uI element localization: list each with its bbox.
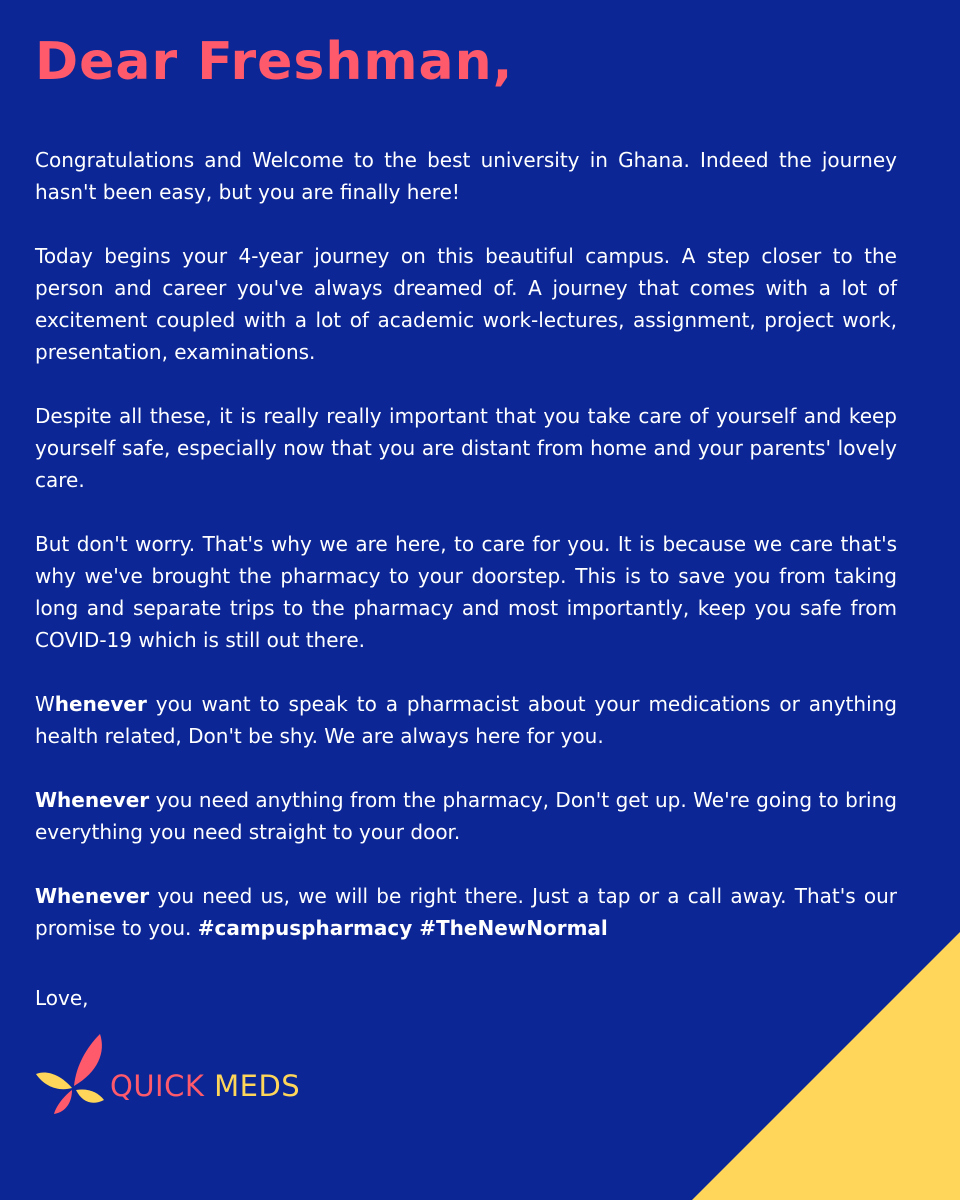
whenever-need-text: you need anything from the pharmacy, Don't get up. We're going to bring everything you need straight to your door. bbox=[35, 788, 897, 844]
paragraph-self-care: Despite all these, it is really really important that you take care of yourself and keep yourself safe, especially now that you are distant from home and your parents' lovely care. bbox=[35, 404, 897, 492]
whenever-lead-plain: W bbox=[35, 692, 55, 716]
logo-word-meds: MEDS bbox=[214, 1069, 301, 1103]
whenever-speak-text: you want to speak to a pharmacist about your medications or anything health related, Don't be shy. We are always here for you. bbox=[35, 692, 897, 748]
logo-word-quick: QUICK bbox=[110, 1069, 205, 1103]
quick-meds-logo bbox=[34, 1030, 374, 1116]
logo-wordmark bbox=[110, 1068, 300, 1104]
butterfly-logo-icon bbox=[34, 1030, 106, 1116]
greeting-heading: Dear Freshman, bbox=[35, 32, 514, 92]
hashtags: #campuspharmacy #TheNewNormal bbox=[197, 916, 608, 940]
paragraph-pharmacy-doorstep: But don't worry. That's why we are here, to care for you. It is because we care that's why we've brought the pharmacy to your doorstep. This is to save you from taking long and separate trips to the pharmacy and most importantly, keep you safe from COVID-19 which is still out there. bbox=[35, 532, 897, 652]
paragraph-whenever-promise bbox=[35, 880, 897, 944]
whenever-lead-bold: henever bbox=[54, 692, 147, 716]
paragraph-journey: Today begins your 4-year journey on this beautiful campus. A step closer to the person and career you've always dreamed of. A journey that comes with a lot of excitement coupled with a lot of academic work-lectures, assignment, project work, presentation, examinations. bbox=[35, 244, 897, 364]
letter-body bbox=[35, 144, 897, 976]
paragraph-whenever-speak bbox=[35, 688, 897, 752]
whenever-lead-bold: Whenever bbox=[35, 884, 150, 908]
whenever-promise-text: you need us, we will be right there. Just a tap or a call away. That's our promise to you. bbox=[35, 884, 897, 940]
paragraph-whenever-need bbox=[35, 784, 897, 848]
paragraph-welcome: Congratulations and Welcome to the best university in Ghana. Indeed the journey hasn't been easy, but you are finally here! bbox=[35, 148, 897, 204]
whenever-lead-bold: Whenever bbox=[35, 788, 150, 812]
signoff: Love, bbox=[35, 986, 89, 1010]
